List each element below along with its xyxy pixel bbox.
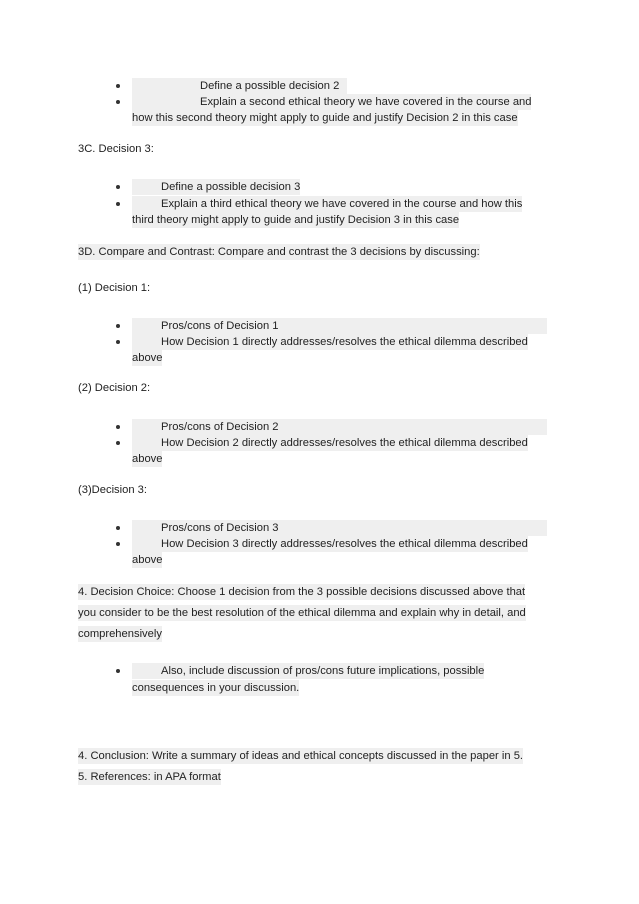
bullet-text [132, 334, 528, 350]
bullet-dot [116, 340, 120, 344]
bullet-label: How Decision 2 directly addresses/resolves the ethical dilemma described [161, 437, 528, 449]
bullet-dot [116, 441, 120, 445]
bullet-label: How Decision 1 directly addresses/resolves the ethical dilemma described [161, 336, 528, 348]
bullet-dot [116, 84, 120, 88]
bullet-label: Explain a second ethical theory we have covered in the course and [200, 96, 532, 108]
conclusion-line: 4. Conclusion: Write a summary of ideas and ethical concepts discussed in the paper in 5. [78, 750, 524, 762]
bullet-label: Define a possible decision 3 [161, 181, 301, 193]
bullet-text [132, 663, 484, 679]
bullet-text [132, 318, 547, 334]
bullet-dot [116, 185, 120, 189]
decision-heading: (3)Decision 3: [78, 484, 148, 496]
bullet-label: Pros/cons of Decision 3 [161, 522, 279, 534]
bullet-label: How Decision 3 directly addresses/resolves the ethical dilemma described [161, 538, 528, 550]
bullet-label: Explain a third ethical theory we have covered in the course and how this [161, 198, 523, 210]
bullet-continuation: above [132, 453, 163, 465]
bullet-continuation: how this second theory might apply to guide and justify Decision 2 in this case [132, 112, 518, 124]
bullet-dot [116, 202, 120, 206]
section-heading: 3D. Compare and Contrast: Compare and contrast the 3 decisions by discussing: [78, 246, 480, 258]
paragraph-line: 4. Decision Choice: Choose 1 decision from the 3 possible decisions discussed above that [78, 586, 526, 598]
bullet-text [132, 94, 531, 110]
bullet-label: Also, include discussion of pros/cons future implications, possible [161, 665, 485, 677]
bullet-continuation: above [132, 352, 163, 364]
bullet-dot [116, 324, 120, 328]
decision-heading: (1) Decision 1: [78, 282, 151, 294]
decision-heading: (2) Decision 2: [78, 382, 151, 394]
bullet-label: Pros/cons of Decision 2 [161, 421, 279, 433]
bullet-label: Pros/cons of Decision 1 [161, 320, 279, 332]
paragraph-line: comprehensively [78, 628, 162, 640]
bullet-text [132, 536, 528, 552]
bullet-dot [116, 669, 120, 673]
bullet-continuation: third theory might apply to guide and justify Decision 3 in this case [132, 214, 460, 226]
bullet-dot [116, 100, 120, 104]
bullet-dot [116, 425, 120, 429]
section-heading: 3C. Decision 3: [78, 143, 154, 155]
bullet-text [132, 78, 347, 94]
bullet-continuation: above [132, 554, 163, 566]
bullet-text [132, 179, 300, 195]
paragraph-line: you consider to be the best resolution of the ethical dilemma and explain why in detail, and [78, 607, 526, 619]
bullet-text [132, 196, 522, 212]
references-line: 5. References: in APA format [78, 771, 221, 783]
bullet-text [132, 520, 547, 536]
bullet-continuation: consequences in your discussion. [132, 682, 300, 694]
bullet-dot [116, 526, 120, 530]
bullet-dot [116, 542, 120, 546]
bullet-text [132, 419, 547, 435]
bullet-label: Define a possible decision 2 [200, 80, 340, 92]
bullet-text [132, 435, 528, 451]
